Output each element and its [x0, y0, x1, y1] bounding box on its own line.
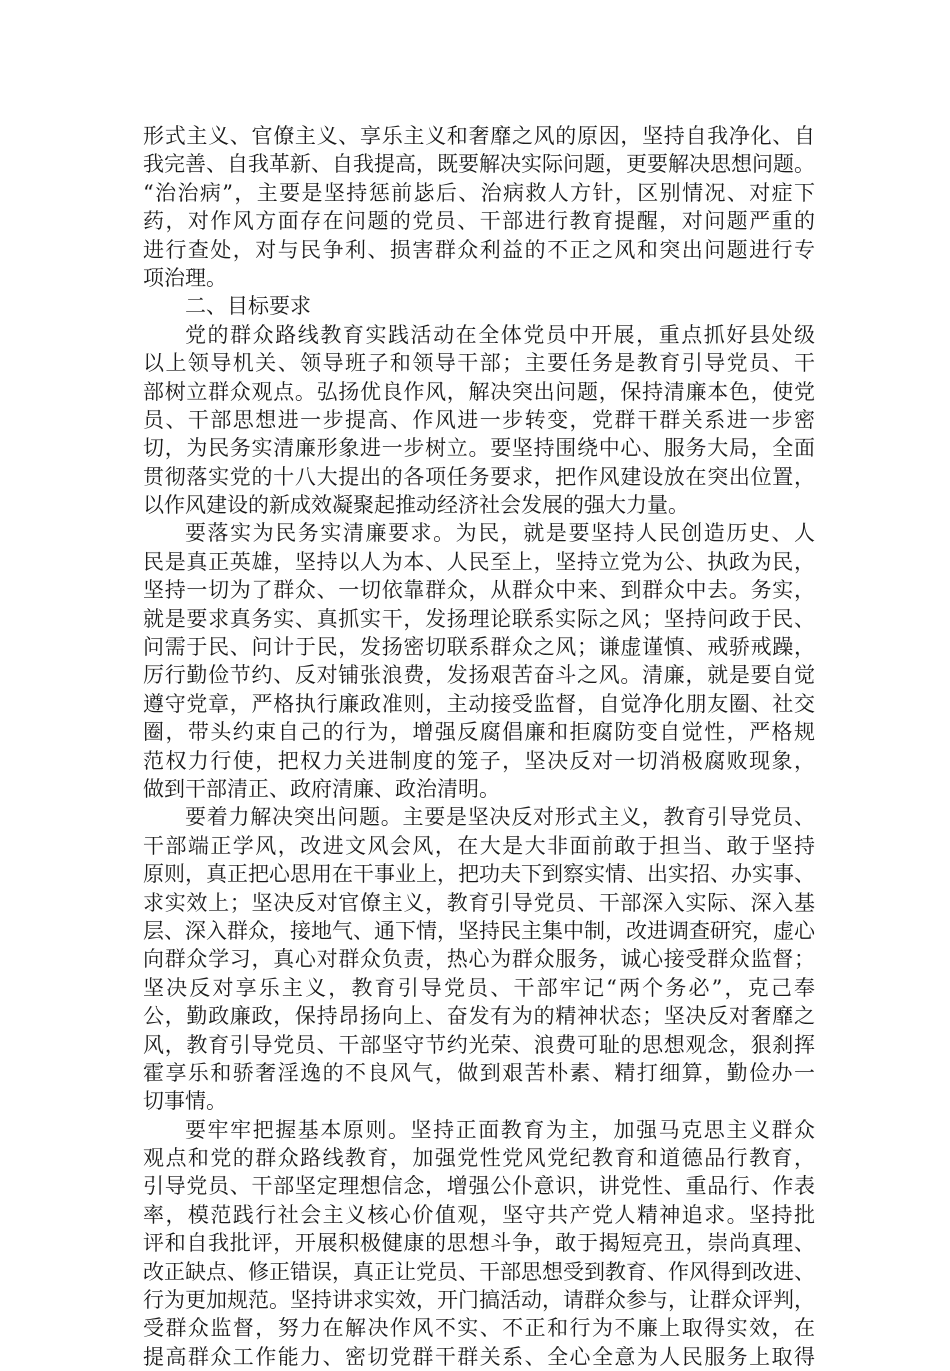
paragraph [143, 803, 815, 1115]
text-line: 以作风建设的新成效凝聚起推动经济社会发展的强大力量。 [143, 493, 689, 518]
text-line: 原则，真正把心思用在干事业上，把功夫下到察实情、出实招、办实事、 [143, 862, 815, 887]
text-line: 霍享乐和骄奢淫逸的不良风气，做到艰苦朴素、精打细算，勤俭办一 [143, 1060, 815, 1085]
text-line: 圈，带头约束自己的行为，增强反腐倡廉和拒腐防变自觉性，严格规 [143, 720, 815, 745]
text-line: 风，教育引导党员、干部坚守节约光荣、浪费可耻的思想观念，狠刹挥 [143, 1032, 815, 1057]
text-line: 坚决反对享乐主义，教育引导党员、干部牢记“两个务必”，克己奉 [143, 975, 815, 1000]
text-line: 率，模范践行社会主义核心价值观，坚守共产党人精神追求。坚持批 [143, 1202, 815, 1227]
text-line: 厉行勤俭节约、反对铺张浪费，发扬艰苦奋斗之风。清廉，就是要自觉 [143, 663, 815, 688]
text-line: 员、干部思想进一步提高、作风进一步转变，党群干群关系进一步密 [143, 407, 815, 432]
text-line: 切，为民务实清廉形象进一步树立。要坚持围绕中心、服务大局，全面 [143, 436, 815, 461]
paragraph [143, 519, 815, 803]
text-line: 问需于民、问计于民，发扬密切联系群众之风；谦虚谨慎、戒骄戒躁， [143, 635, 815, 660]
text-line: “治治病”，主要是坚持惩前毖后、治病救人方针，区别情况、对症下 [143, 180, 815, 205]
text-line: 要着力解决突出问题。主要是坚决反对形式主义，教育引导党员、 [185, 805, 815, 830]
text-line: 公，勤政廉政，保持昂扬向上、奋发有为的精神状态；坚决反对奢靡之 [143, 1004, 815, 1029]
text-line: 遵守党章，严格执行廉政准则，主动接受监督，自觉净化朋友圈、社交 [143, 691, 815, 716]
text-line: 做到干部清正、政府清廉、政治清明。 [143, 776, 500, 801]
text-line: 党的群众路线教育实践活动在全体党员中开展，重点抓好县处级 [185, 322, 815, 347]
text-line: 形式主义、官僚主义、享乐主义和奢靡之风的原因，坚持自我净化、自 [143, 124, 815, 148]
text-line: 二、目标要求 [185, 294, 311, 319]
text-line: 项治理。 [143, 265, 227, 290]
document-body [143, 122, 815, 1371]
paragraph [143, 321, 815, 520]
text-line: 切事情。 [143, 1089, 227, 1114]
section-heading [143, 292, 815, 320]
text-line: 求实效上；坚决反对官僚主义，教育引导党员、干部深入实际、深入基 [143, 890, 815, 915]
text-line: 观点和党的群众路线教育，加强党性党风党纪教育和道德品行教育， [143, 1146, 815, 1171]
text-line: 以上领导机关、领导班子和领导干部；主要任务是教育引导党员、干 [143, 351, 815, 376]
text-line: 我完善、自我革新、自我提高，既要解决实际问题，更要解决思想问题。 [143, 152, 815, 177]
text-line: 受群众监督，努力在解决作风不实、不正和行为不廉上取得实效，在 [143, 1316, 815, 1341]
text-line: 行为更加规范。坚持讲求实效，开门搞活动，请群众参与，让群众评判， [143, 1288, 815, 1313]
text-line: 进行查处，对与民争利、损害群众利益的不正之风和突出问题进行专 [143, 237, 815, 262]
text-line: 坚持一切为了群众、一切依靠群众，从群众中来、到群众中去。务实， [143, 578, 815, 603]
text-line: 就是要求真务实、真抓实干，发扬理论联系实际之风；坚持问政于民、 [143, 606, 815, 631]
text-line: 向群众学习，真心对群众负责，热心为群众服务，诚心接受群众监督； [143, 947, 815, 972]
text-line: 民是真正英雄，坚持以人为本、人民至上，坚持立党为公、执政为民， [143, 549, 815, 574]
text-line: 要落实为民务实清廉要求。为民，就是要坚持人民创造历史、人 [185, 521, 815, 546]
text-line: 层、深入群众，接地气、通下情，坚持民主集中制，改进调查研究，虚心 [143, 918, 815, 943]
text-line: 范权力行使，把权力关进制度的笼子，坚决反对一切消极腐败现象， [143, 748, 815, 773]
text-line: 干部端正学风，改进文风会风，在大是大非面前敢于担当、敢于坚持 [143, 833, 815, 858]
text-line: 要牢牢把握基本原则。坚持正面教育为主，加强马克思主义群众 [185, 1117, 815, 1142]
text-line: 贯彻落实党的十八大提出的各项任务要求，把作风建设放在突出位置， [143, 464, 815, 489]
paragraph [143, 122, 815, 292]
paragraph [143, 1116, 815, 1371]
text-line: 评和自我批评，开展积极健康的思想斗争，敢于揭短亮丑，崇尚真理、 [143, 1231, 815, 1256]
text-line: 部树立群众观点。弘扬优良作风，解决突出问题，保持清廉本色，使党 [143, 379, 815, 404]
text-line: 提高群众工作能力、密切党群干群关系、全心全意为人民服务上取得 [143, 1344, 815, 1369]
text-line: 改正缺点、修正错误，真正让党员、干部思想受到教育、作风得到改进、 [143, 1259, 815, 1284]
text-line: 引导党员、干部坚定理想信念，增强公仆意识，讲党性、重品行、作表 [143, 1174, 815, 1199]
text-line: 药，对作风方面存在问题的党员、干部进行教育提醒，对问题严重的 [143, 209, 815, 234]
